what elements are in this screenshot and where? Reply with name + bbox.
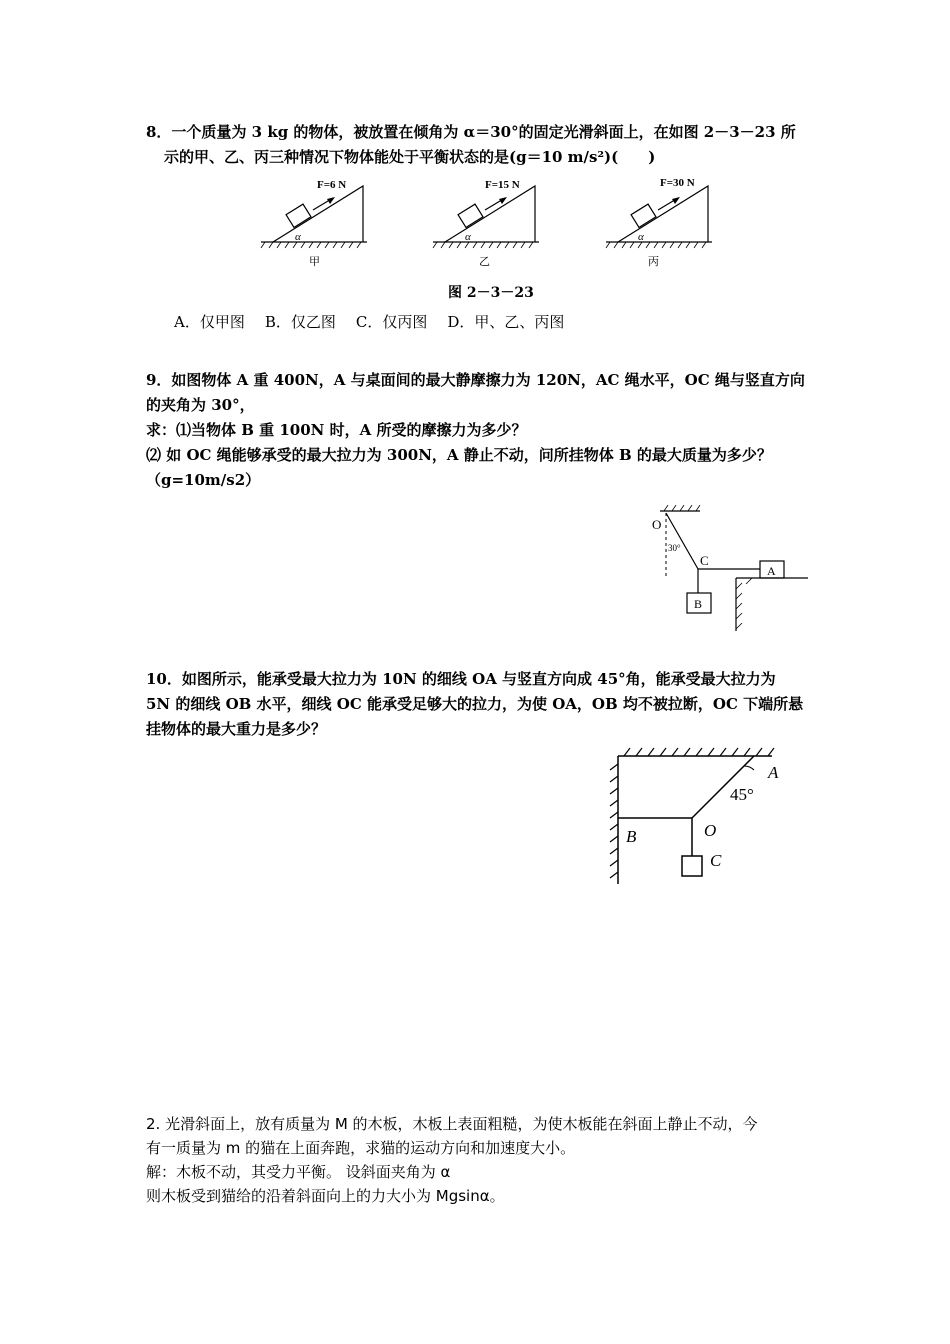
- figure-caption: 图 2－3－23: [448, 285, 534, 301]
- option-c[interactable]: C．仅丙图: [355, 313, 428, 331]
- p2-line4: 则木板受到猫给的沿着斜面向上的力大小为 Mgsinα。: [146, 1187, 505, 1205]
- q10-text: [146, 667, 826, 742]
- angle-label: α: [465, 231, 471, 243]
- force-label: F=30 N: [660, 177, 695, 189]
- incline-figure-bing: [600, 170, 720, 270]
- ground-hatch: [261, 242, 361, 248]
- q9-line4: ⑵ 如 OC 绳能够承受的最大拉力为 300N，A 静止不动，问所挂物体 B 的最大质量为多少？: [146, 446, 772, 464]
- block: [631, 204, 656, 227]
- label-a: A: [767, 564, 776, 578]
- rope-oc: [666, 513, 698, 569]
- label-c: C: [710, 851, 722, 870]
- q10-line1: 10．如图所示，能承受最大拉力为 10N 的细线 OA 与竖直方向成 45°角，能承受最大拉力为: [146, 670, 776, 688]
- incline-figure-jia: [255, 170, 375, 270]
- label-angle: 45°: [730, 785, 754, 804]
- p2-line2: 有一质量为 m 的猫在上面奔跑，求猫的运动方向和加速度大小。: [146, 1139, 576, 1157]
- force-arrowhead: [499, 197, 507, 204]
- figure-label: 丙: [648, 256, 659, 268]
- label-o: O: [652, 517, 662, 532]
- force-label: F=6 N: [317, 179, 347, 191]
- p2-line3: 解：木板不动，其受力平衡。 设斜面夹角为 α: [146, 1163, 451, 1181]
- q9-line1: 9．如图物体 A 重 400N，A 与桌面间的最大静摩擦力为 120N，AC 绳水平，OC 绳与竖直方向: [146, 371, 805, 389]
- ground-hatch: [433, 242, 533, 248]
- angle-label: α: [295, 231, 301, 243]
- angle-arc: [744, 766, 754, 770]
- ground-hatch: [606, 242, 706, 248]
- label-a: A: [768, 763, 779, 782]
- q9-line2: 的夹角为 30°，: [146, 396, 255, 414]
- q9-line3: 求：⑴当物体 B 重 100N 时，A 所受的摩擦力为多少？: [146, 421, 527, 439]
- incline-figure-yi: [427, 170, 547, 270]
- label-b: B: [694, 597, 703, 611]
- q9-text: [146, 368, 826, 493]
- q8-text: [146, 120, 826, 170]
- option-a[interactable]: A．仅甲图: [174, 313, 245, 331]
- q8-line1: 8．一个质量为 3 kg 的物体，被放置在倾角为 α＝30°的固定光滑斜面上，在如图 2－3－23 所: [146, 123, 796, 141]
- figure-label: 甲: [309, 256, 320, 268]
- angle-label: α: [638, 231, 644, 243]
- q8-line2: 示的甲、乙、丙三种情况下物体能处于平衡状态的是(g＝10 m/s²)( ): [164, 148, 656, 166]
- q9-figure: [640, 505, 815, 635]
- option-d[interactable]: D．甲、乙、丙图: [447, 313, 565, 331]
- q9-line5: （g=10m/s2）: [146, 471, 261, 489]
- figure-label: 乙: [479, 256, 490, 268]
- p2-text: [146, 1112, 826, 1208]
- q10-line2: 5N 的细线 OB 水平，细线 OC 能承受足够大的拉力，为使 OA，OB 均不被拉断，OC 下端所悬: [146, 695, 804, 713]
- option-b[interactable]: B．仅乙图: [264, 313, 336, 331]
- p2-line1: 2. 光滑斜面上，放有质量为 M 的木板，木板上表面粗糙，为使木板能在斜面上静止不动，今: [146, 1115, 758, 1133]
- block: [458, 204, 483, 227]
- label-b: B: [626, 827, 637, 846]
- block-c: [682, 856, 702, 876]
- force-arrowhead: [672, 197, 680, 204]
- q8-options: [174, 310, 584, 335]
- label-angle: 30°: [668, 543, 681, 553]
- force-label: F=15 N: [485, 179, 520, 191]
- q10-figure: [600, 738, 800, 888]
- ceiling-hatch: [624, 748, 774, 756]
- label-o: O: [704, 821, 717, 840]
- wall-hatch: [610, 764, 618, 878]
- force-arrowhead: [327, 197, 335, 204]
- q10-line3: 挂物体的最大重力是多少？: [146, 720, 327, 738]
- label-c: C: [700, 553, 709, 568]
- table-hatch: [736, 578, 752, 629]
- ceiling-hatch: [664, 505, 700, 511]
- block: [286, 204, 311, 227]
